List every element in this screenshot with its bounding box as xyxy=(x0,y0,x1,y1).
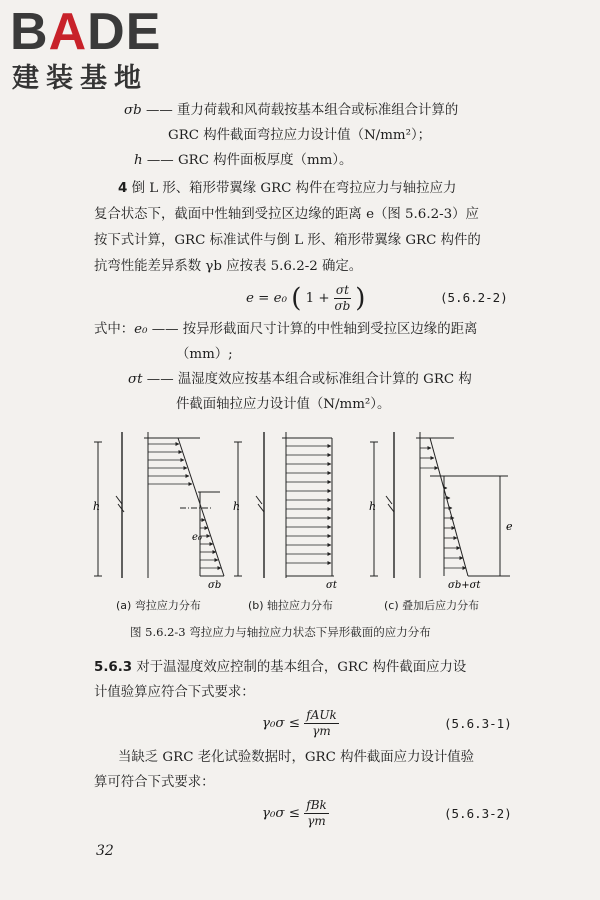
def-e0-text-1: 按异形截面尺寸计算的中性轴到受拉区边缘的距离 xyxy=(182,322,478,337)
figure-caption: 图 5.6.2-3 弯拉应力与轴拉应力状态下异形截面的应力分布 xyxy=(130,625,431,639)
eq3-lhs: γ₀σ ≤ xyxy=(262,806,300,821)
eq1-fraction xyxy=(334,283,351,314)
eq1-number: (5.6.2-2) xyxy=(440,290,508,305)
def-h-line xyxy=(134,151,352,171)
def-sigma-t-text-1: 温湿度效应按基本组合或标准组合计算的 GRC 构 xyxy=(177,372,472,387)
eq3-fraction xyxy=(304,798,329,829)
dash: —— xyxy=(151,322,179,337)
item4-line2: 复合状态下，截面中性轴到受拉区边缘的距离 e（图 5.6.2-3）应 xyxy=(94,207,479,222)
sec563-number: 5.6.3 xyxy=(94,660,133,675)
def-sigma-t-line1 xyxy=(128,370,472,390)
equation-5-6-3-1 xyxy=(262,708,339,739)
symbol-sigma-t: σt xyxy=(128,372,143,387)
def-sigma-b-line2: GRC 构件截面弯拉应力设计值（N/mm²）； xyxy=(168,128,432,143)
item4-line3: 按下式计算，GRC 标准试件与倒 L 形、箱形带翼缘 GRC 构件的 xyxy=(94,233,481,248)
dash: —— xyxy=(146,153,174,168)
eq1-denominator: σb xyxy=(334,299,351,313)
logo-brand-text: BADE xyxy=(10,3,162,61)
item4-line1 xyxy=(118,179,456,199)
eq3-number: (5.6.3-2) xyxy=(444,806,512,821)
def-e0-line1 xyxy=(94,320,477,340)
label-h-c: h xyxy=(369,500,377,513)
dash: —— xyxy=(145,103,173,118)
eq1-lhs: e = e₀ xyxy=(246,291,287,306)
sec563-line1-text: 对于温湿度效应控制的基本组合，GRC 构件截面应力设 xyxy=(136,660,467,675)
eq2-numerator: fAUk xyxy=(306,708,337,722)
subcaption-c: (c) 叠加后应力分布 xyxy=(384,599,480,612)
panel-c-arrows xyxy=(420,448,466,568)
eq3-numerator: fBk xyxy=(306,798,327,812)
label-sigma-t: σt xyxy=(326,580,337,591)
eq3-denominator: γm xyxy=(307,814,326,828)
eq1-paren-close: ) xyxy=(355,283,366,314)
dash: —— xyxy=(146,372,174,387)
def-sigma-t-line2: 件截面轴拉应力设计值（N/mm²）。 xyxy=(176,397,391,412)
panel-a-bending xyxy=(94,432,224,578)
label-h-a: h xyxy=(93,500,101,513)
equation-5-6-3-2 xyxy=(262,798,329,829)
symbol-sigma-b: σb xyxy=(124,103,142,118)
eq1-numerator: σt xyxy=(335,283,349,297)
subcaption-b: (b) 轴拉应力分布 xyxy=(248,599,334,612)
eq2-denominator: γm xyxy=(312,724,331,738)
eq1-paren-open: ( xyxy=(291,283,302,314)
sec563-line2: 计值验算应符合下式要求： xyxy=(94,685,255,700)
panel-b-arrows xyxy=(286,446,331,563)
bade-logo xyxy=(10,3,180,102)
panel-c-combined xyxy=(370,432,510,578)
label-e: e xyxy=(506,520,513,533)
logo-subtitle: 建装基地 xyxy=(12,63,148,94)
label-sigma-b: σb xyxy=(208,580,222,591)
eq2-number: (5.6.3-1) xyxy=(444,716,512,731)
symbol-h: h xyxy=(134,153,143,168)
defs-prefix: 式中： xyxy=(94,322,135,337)
def-e0-line2: （mm）; xyxy=(176,347,233,362)
def-sigma-b-line1 xyxy=(124,101,458,121)
para3-line2: 算可符合下式要求： xyxy=(94,775,215,790)
symbol-e0: e₀ xyxy=(134,322,148,337)
eq1-one-plus: 1 + xyxy=(305,291,330,306)
panel-a-arrows xyxy=(148,444,221,568)
item4-line4: 抗弯性能差异系数 γb 应按表 5.6.2-2 确定。 xyxy=(94,259,363,274)
label-h-b: h xyxy=(233,500,241,513)
label-e0: e₀ xyxy=(192,532,202,543)
para3-line1: 当缺乏 GRC 老化试验数据时，GRC 构件截面应力设计值验 xyxy=(118,750,475,765)
def-h-text: GRC 构件面板厚度（mm）。 xyxy=(177,153,353,168)
eq2-lhs: γ₀σ ≤ xyxy=(262,716,300,731)
page-number: 32 xyxy=(96,843,114,859)
panel-b-axial xyxy=(234,432,334,578)
equation-5-6-2-2 xyxy=(246,283,365,314)
item4-line1-text: 倒 L 形、箱形带翼缘 GRC 构件在弯拉应力与轴拉应力 xyxy=(131,181,457,196)
eq2-fraction xyxy=(304,708,339,739)
sec563-line1 xyxy=(94,658,466,678)
def-sigma-b-text-1: 重力荷载和风荷载按基本组合或标准组合计算的 xyxy=(177,103,459,118)
label-sigma-sum: σb+σt xyxy=(448,580,481,591)
logo-brand xyxy=(10,3,162,61)
stress-distribution-figure xyxy=(88,428,528,594)
item4-number: 4 xyxy=(118,181,128,196)
subcaption-a: (a) 弯拉应力分布 xyxy=(116,599,201,612)
